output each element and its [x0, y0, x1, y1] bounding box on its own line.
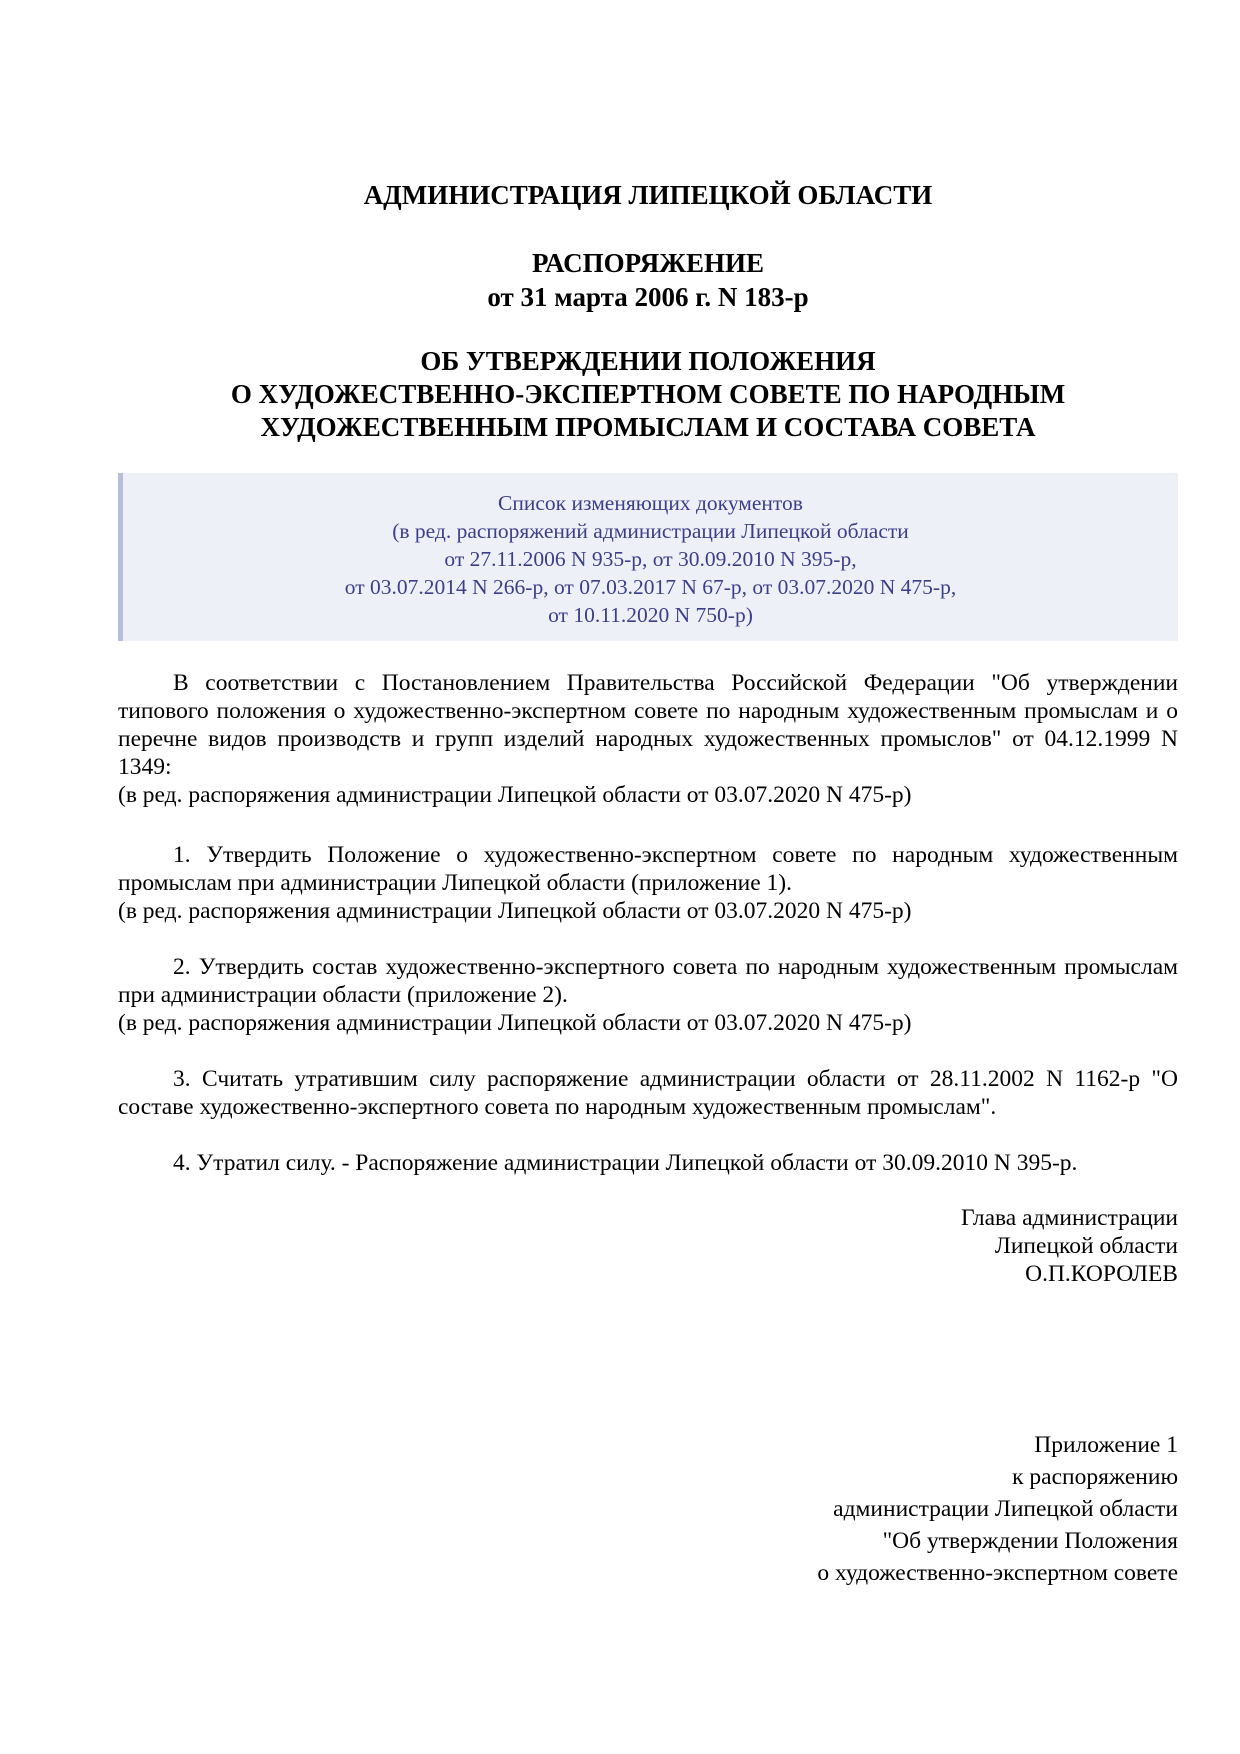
appendix-line: о художественно-экспертном совете [817, 1560, 1178, 1586]
revisions-line: (в ред. распоряжений администрации Липецкой области [392, 519, 909, 543]
document-type-heading [118, 246, 1178, 314]
document-title [118, 345, 1178, 444]
revisions-line: от 10.11.2020 N 750-р) [548, 603, 753, 627]
appendix-header [600, 1429, 1178, 1589]
revisions-line: от 27.11.2006 N 935-р, от 30.09.2010 N 395-р, [444, 547, 857, 571]
intro-revision-note: (в ред. распоряжения администрации Липецкой области от 03.07.2020 N 475-р) [118, 782, 912, 808]
signature-name: О.П.КОРОЛЕВ [1025, 1261, 1178, 1287]
appendix-line: администрации Липецкой области [833, 1496, 1178, 1522]
revisions-heading: Список изменяющих документов [498, 491, 803, 515]
appendix-line: Приложение 1 [1034, 1432, 1178, 1458]
item-4-block [118, 1149, 1178, 1177]
signature-position: Глава администрации [961, 1205, 1178, 1231]
item-2-text: 2. Утвердить состав художественно-экспертного совета по народным художественным промыслам при администрации области (приложение 2). [118, 954, 1178, 1008]
item-4-text: 4. Утратил силу. - Распоряжение администрации Липецкой области от 30.09.2010 N 395-р. [173, 1150, 1078, 1176]
item-1-revision-note: (в ред. распоряжения администрации Липецкой области от 03.07.2020 N 475-р) [118, 898, 912, 924]
authority-heading [118, 178, 1178, 212]
document-type: РАСПОРЯЖЕНИЕ [531, 248, 765, 278]
item-1-block [118, 841, 1178, 925]
item-2-revision-note: (в ред. распоряжения администрации Липецкой области от 03.07.2020 N 475-р) [118, 1010, 912, 1036]
signature-region: Липецкой области [994, 1233, 1178, 1259]
document-date-number: от 31 марта 2006 г. N 183-р [487, 282, 809, 312]
item-3-text: 3. Считать утратившим силу распоряжение администрации области от 28.11.2002 N 1162-р "О составе художественно-экспертного совета по народным художественным промыслам". [118, 1066, 1178, 1120]
authority-name: АДМИНИСТРАЦИЯ ЛИПЕЦКОЙ ОБЛАСТИ [363, 180, 933, 210]
appendix-line: к распоряжению [1012, 1464, 1178, 1490]
document-title-line: О ХУДОЖЕСТВЕННО-ЭКСПЕРТНОМ СОВЕТЕ ПО НАРОДНЫМ [230, 379, 1066, 409]
item-2-block [118, 953, 1178, 1037]
item-1-text: 1. Утвердить Положение о художественно-экспертном совете по народным художественным промыслам при администрации Липецкой области (приложение 1). [118, 842, 1178, 896]
appendix-line: "Об утверждении Положения [882, 1528, 1178, 1554]
revisions-box [118, 473, 1178, 641]
document-title-line: ОБ УТВЕРЖДЕНИИ ПОЛОЖЕНИЯ [420, 346, 876, 376]
signature-block [700, 1204, 1178, 1288]
intro-paragraph: В соответствии с Постановлением Правительства Российской Федерации "Об утверждении типового положения о художественно-экспертном совете по народным художественным промыслам и о перечне видов производств и групп изделий народных художественных промыслов" от 04.12.1999 N 1349: [118, 670, 1178, 780]
item-3-block [118, 1065, 1178, 1121]
intro-paragraph-block [118, 669, 1178, 809]
document-title-line: ХУДОЖЕСТВЕННЫМ ПРОМЫСЛАМ И СОСТАВА СОВЕТА [260, 412, 1036, 442]
revisions-line: от 03.07.2014 N 266-р, от 07.03.2017 N 67-р, от 03.07.2020 N 475-р, [344, 575, 957, 599]
